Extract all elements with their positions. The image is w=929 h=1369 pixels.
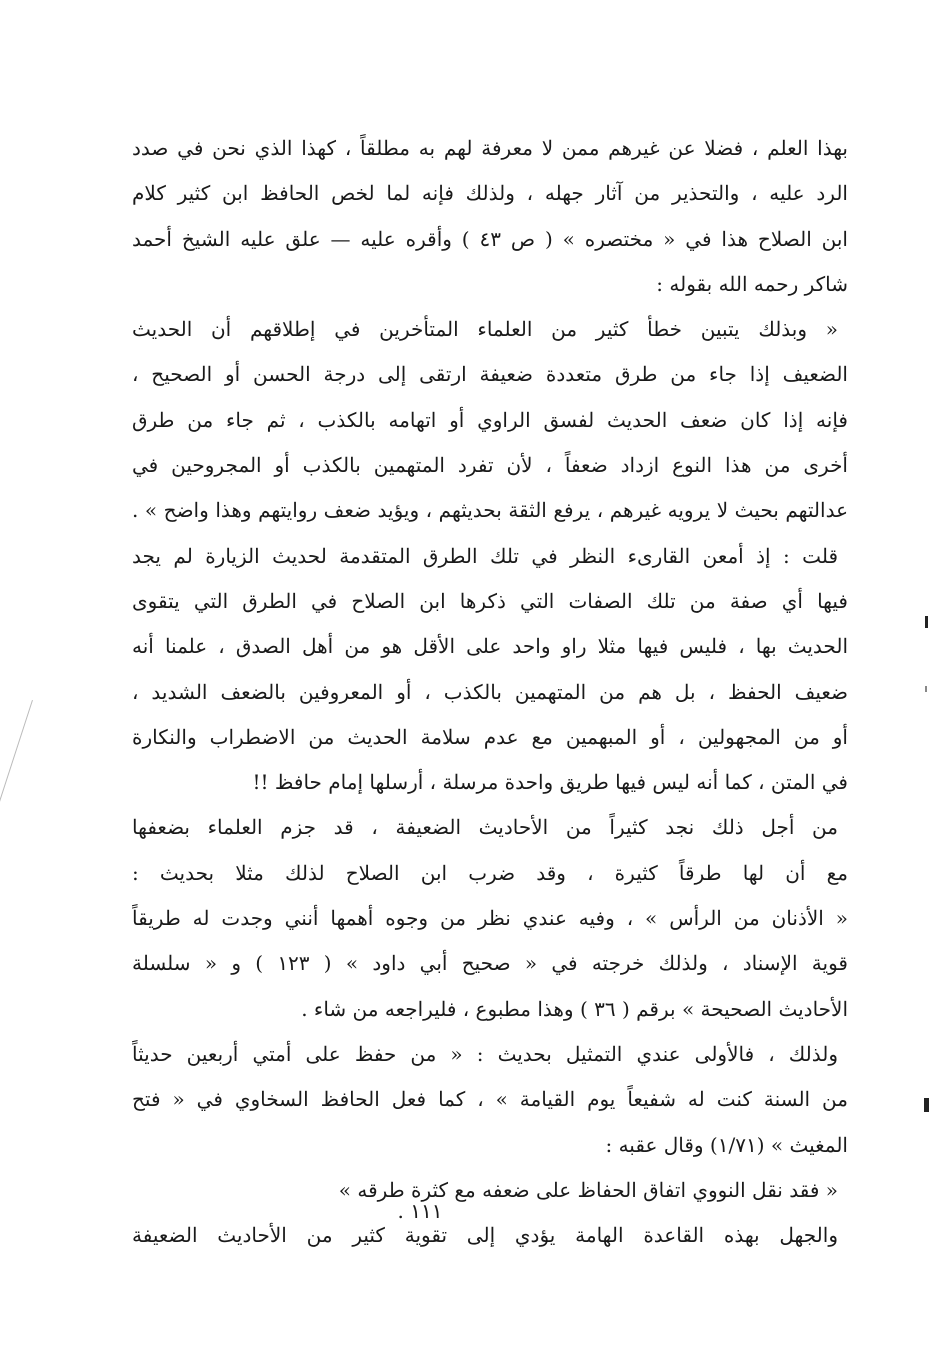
text-line: ولذلك ، فالأولى عندي التمثيل بحديث : « من حفظ على أمتي أربعين حديثاً [132,1041,838,1066]
body-text [132,126,848,1258]
text-line: قلت : إذ أمعن القارىء النظر في تلك الطرق المتقدمة لحديث الزيارة لم يجد [132,543,839,568]
quote-line: « وبذلك يتبين خطأ كثير من العلماء المتأخرين في إطلاقهم أن الحديث [132,317,838,342]
text-line: أو من المجهولين ، أو المبهمين مع عدم سلامة الحديث من الاضطراب والنكارة [132,724,848,749]
quote-line: أخرى من هذا النوع ازداد ضعفاً ، لأن تفرد المتهمين بالكذب أو المجروحين في [132,453,848,478]
text-line: من السنة كنت له شفيعاً يوم القيامة » ، كما فعل الحافظ السخاوي في « فتح [132,1087,848,1112]
page-number: ١١١ . [397,1199,443,1223]
scan-artifact [0,700,33,814]
text-line: في المتن ، كما أنه ليس فيها طريق واحدة مرسلة ، أرسلها إمام حافظ !! [252,770,848,795]
text-line: بهذا العلم ، فضلا عن غيرهم ممن لا معرفة لهم به مطلقاً ، كهذا الذي نحن في صدد [132,136,848,160]
text-line: شاكر رحمه الله بقوله : [656,271,848,296]
margin-mark [925,616,928,628]
margin-mark [924,1098,929,1112]
quote-line: فإنه إذا كان ضعف الحديث لفسق الراوي أو اتهامه بالكذب ، ثم جاء من طرق [132,407,848,432]
text-line: فيها أي صفة من تلك الصفات التي ذكرها ابن الصلاح في الطرق التي يتقوى [132,588,848,613]
text-line: مع أن لها طرقاً كثيرة ، وقد ضرب ابن الصلاح لذلك مثلا بحديث : [132,860,848,885]
text-line: من أجل ذلك نجد كثيراً من الأحاديث الضعيفة ، قد جزم العلماء بضعفها [132,815,838,840]
quote-line: الضعيف إذا جاء من طرق متعددة ضعيفة ارتقى إلى درجة الحسن أو الصحيح ، [132,362,848,387]
text-line: قوية الإسناد ، ولذلك خرجته في « صحيح أبي داود » ( ١٢٣ ) و « سلسلة [132,951,848,976]
text-line: المغيث » (١/٧١) وقال عقبه : [605,1132,848,1157]
quote-line: « فقد نقل النووي اتفاق الحفاظ على ضعفه مع كثرة طرقه » [338,1177,838,1202]
text-line: الحديث بها ، فليس فيها مثلا راو واحد على الأقل هو من أهل الصدق ، علمنا أنه [132,634,848,659]
text-line: ابن الصلاح هذا في « مختصره » ( ص ٤٣ ) وأقره عليه — علق عليه الشيخ أحمد [132,226,848,251]
text-line: الأحاديث الصحيحة » برقم ( ٣٦ ) وهذا مطبوع ، فليراجعه من شاء . [301,996,848,1021]
text-line: الرد عليه ، والتحذير من آثار جهله ، ولذلك فإنه لما لخص الحافظ ابن كثير كلام [132,181,848,206]
margin-mark [925,686,927,692]
quote-line: عدالتهم بحيث لا يرويه غيرهم ، يرفع الثقة بحديثهم ، ويؤيد ضعف روايتهم وهذا واضح » . [132,498,848,523]
text-line: ضعيف الحفظ ، بل هم من المتهمين بالكذب ، أو المعروفين بالضعف الشديد ، [132,679,848,704]
text-line: والجهل بهذه القاعدة الهامة يؤدي إلى تقوية كثير من الأحاديث الضعيفة [132,1223,838,1248]
text-line: « الأذنان من الرأس » ، وفيه عندي نظر من وجوه أهمها أنني وجدت له طريقاً [132,906,848,931]
